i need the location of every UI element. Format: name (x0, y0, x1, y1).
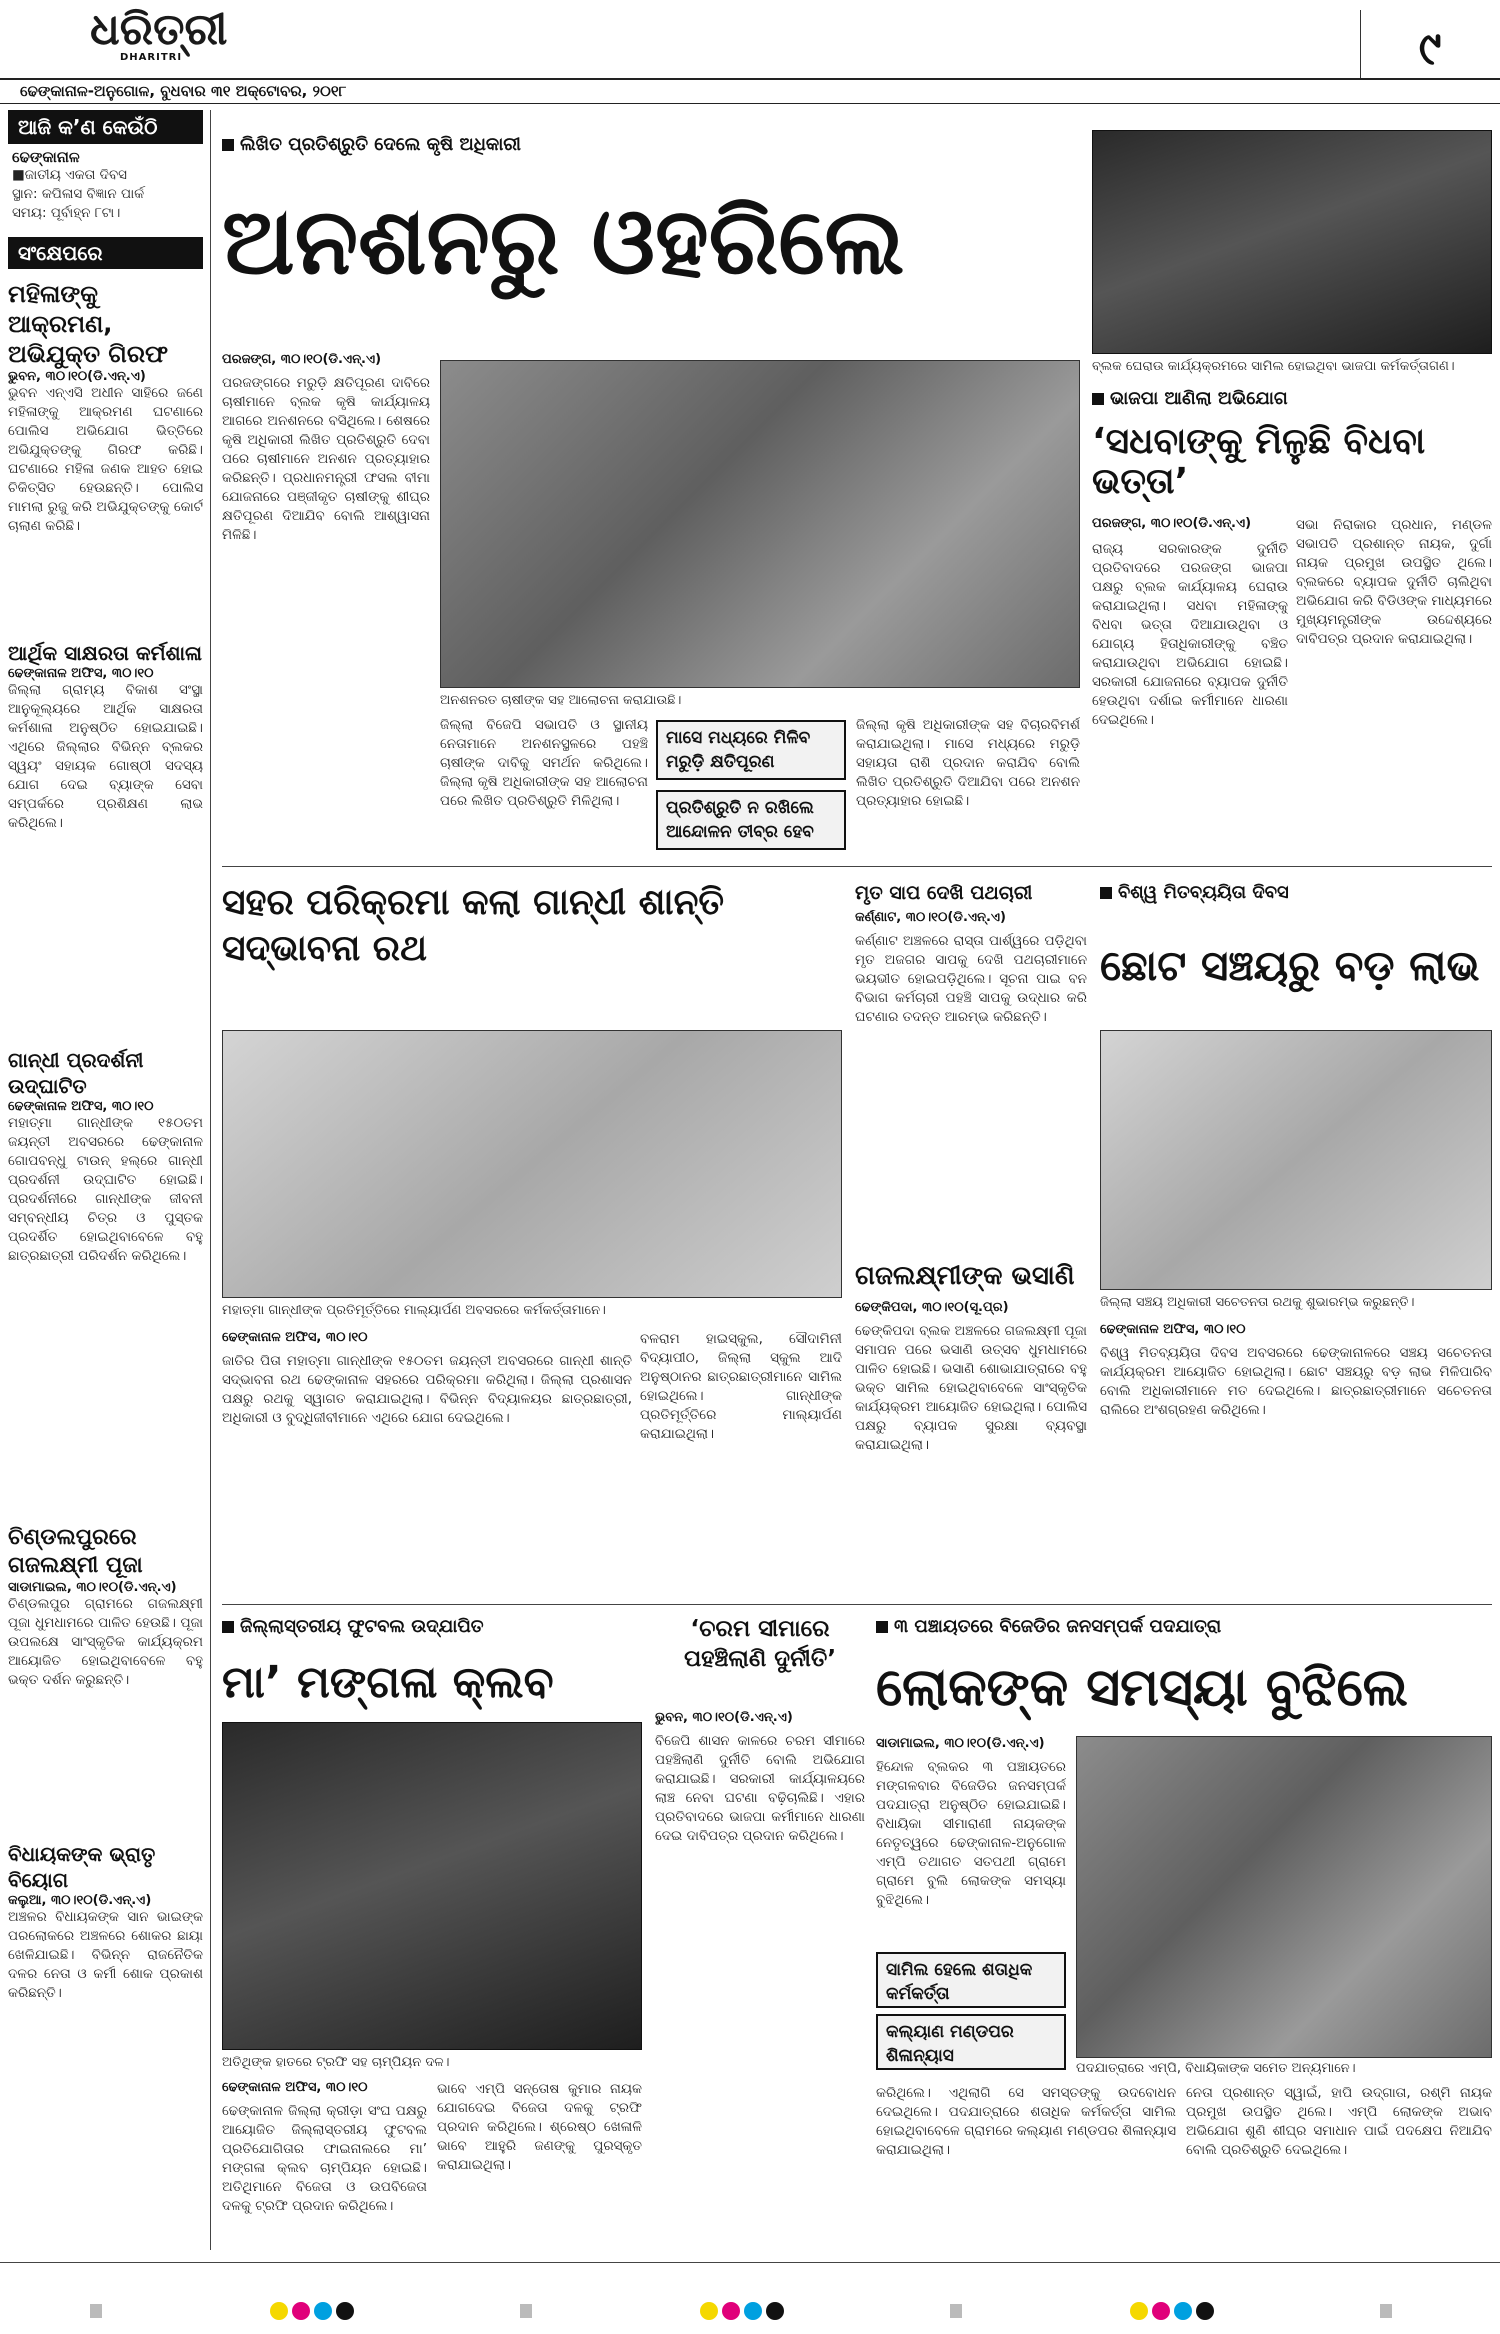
brief1-body: ଭୁବନ ଏନ୍‌ଏସି ଅଧୀନ ସାହିରେ ଜଣେ ମହିଳାଙ୍କୁ ଆକ୍ରମଣ ଘଟଣାରେ ପୋଲିସ ଅଭିଯୋଗ ଭିତ୍ତିରେ ଅଭିଯୁକ୍ତଙ୍କୁ ଗିରଫ କରିଛି। ଘଟଣାରେ ମହିଳା ଜଣକ ଆହତ ହୋଇ ଚିକିତ୍ସିତ ହେଉଛନ୍ତି। ପୋଲିସ ମାମଲା ରୁଜୁ କରି ଅଭିଯୁକ୍ତଙ୍କୁ କୋର୍ଟ ଚାଲାଣ କରିଛି। (8, 385, 203, 534)
story7-body-2: ଭାବେ ଏମ୍‌ପି ସନ୍ତୋଷ କୁମାର ନାୟକ ଯୋଗଦେଇ ବିଜେତା ଦଳକୁ ଟ୍ରଫି ପ୍ରଦାନ କରିଥିଲେ। ଶ୍ରେଷ୍ଠ ଖେଳାଳି ଭାବେ ଆହୁରି ଜଣଙ୍କୁ ପୁରସ୍କୃତ କରାଯାଇଥିଲା। (437, 2081, 642, 2173)
brief2-dateline: ଢେଙ୍କାନାଳ ଅଫିସ, ୩୦।୧୦ (8, 666, 154, 681)
story2-strap: ଭାଜପା ଆଣିଲା ଅଭିଯୋଗ (1092, 386, 1492, 414)
story6-strap: ବିଶ୍ୱ ମିତବ୍ୟୟିତା ଦିବସ (1100, 880, 1492, 908)
story1-body-3: ଜିଲ୍ଲା କୃଷି ଅଧିକାରୀଙ୍କ ସହ ବିଚାରବିମର୍ଶ କରାଯାଇଥିଲା। ମାସେ ମଧ୍ୟରେ ମରୁଡ଼ି ସହାୟତା ରାଶି ପ୍ରଦାନ କରାଯିବ ବୋଲି ଲିଖିତ ପ୍ରତିଶ୍ରୁତି ଦିଆଯିବା ପରେ ଅନଶନ ପ୍ରତ୍ୟାହାର ହୋଇଛି। (856, 717, 1080, 809)
story7-photo (222, 1722, 642, 2050)
brief3-title: ଗାନ୍ଧୀ ପ୍ରଦର୍ଶନୀ ଉଦ୍‌ଘାଟିତ (8, 1048, 144, 1098)
today-place: ଢେଙ୍କାନାଳ (12, 148, 80, 166)
left-column (8, 110, 203, 2250)
story7-dateline: ଢେଙ୍କାନାଳ ଅଫିସ, ୩୦।୧୦ (222, 2080, 368, 2095)
brief2-title: ଆର୍ଥିକ ସାକ୍ଷରତା କର୍ମଶାଳା (8, 641, 203, 665)
story9-strap: ୩ ପଞ୍ଚାୟତରେ ବିଜେଡିର ଜନସମ୍ପର୍କ ପଦଯାତ୍ରା (876, 1614, 1492, 1642)
today-line-2: ସ୍ଥାନ: କପିଳାସ ବିଜ୍ଞାନ ପାର୍କ (12, 186, 145, 202)
today-line-1: ■ଜାତୀୟ ଏକତା ଦିବସ (12, 167, 127, 183)
story5-headline: ଗଜଲକ୍ଷ୍ମୀଙ୍କ ଭସାଣି (855, 1261, 1075, 1291)
story8-dateline: ଭୁବନ, ୩୦।୧୦(ଡି.ଏନ୍.ଏ) (655, 1710, 793, 1725)
story1-photo (440, 360, 1080, 688)
story9-dateline: ସାଡାମାଇଲ, ୩୦।୧୦(ଡି.ଏନ୍.ଏ) (876, 1736, 1045, 1751)
brief1-dateline: ଭୁବନ, ୩୦।୧୦(ଡି.ଏନ୍.ଏ) (8, 369, 146, 384)
brief3-dateline: ଢେଙ୍କାନାଳ ଅଫିସ, ୩୦।୧୦ (8, 1099, 154, 1114)
reg-cmyk-3 (1130, 2302, 1230, 2322)
reg-cmyk-2 (700, 2302, 800, 2322)
brief4-dateline: ସାଡାମାଇଲ, ୩୦।୧୦(ଡି.ଏନ୍.ଏ) (8, 1580, 177, 1595)
story3-dateline: ଢେଙ୍କାନାଳ ଅଫିସ, ୩୦।୧୦ (222, 1330, 368, 1345)
story4-body: କର୍ଣ୍ଣାଟ ଅଞ୍ଚଳରେ ରାସ୍ତା ପାର୍ଶ୍ୱରେ ପଡ଼ିଥିବା ମୃତ ଅଜଗର ସାପକୁ ଦେଖି ପଥଚାରୀମାନେ ଭୟଭୀତ ହୋଇପଡ଼ିଥିଲେ। ସୂଚନା ପାଇ ବନ ବିଭାଗ କର୍ମଚାରୀ ପହଞ୍ଚି ସାପକୁ ଉଦ୍ଧାର କରି ଘଟଣାର ତଦନ୍ତ ଆରମ୍ଭ କରିଛନ୍ତି। (855, 933, 1087, 1025)
story7-caption: ଅତିଥିଙ୍କ ହାତରେ ଟ୍ରଫି ସହ ଚାମ୍ପିୟନ ଦଳ। (222, 2055, 450, 2070)
story1-pull-1: ମାସେ ମଧ୍ୟରେ ମିଳିବ ମରୁଡ଼ି କ୍ଷତିପୂରଣ (656, 720, 846, 780)
story8-body: ବିଜେପି ଶାସନ କାଳରେ ଚରମ ସୀମାରେ ପହଞ୍ଚିଲାଣି ଦୁର୍ନୀତି ବୋଲି ଅଭିଯୋଗ କରାଯାଇଛି। ସରକାରୀ କାର୍ଯ୍ୟାଳୟରେ ଲାଞ୍ଚ ନେବା ଘଟଣା ବଢ଼ିଚାଲିଛି। ଏହାର ପ୍ରତିବାଦରେ ଭାଜପା କର୍ମୀମାନେ ଧାରଣା ଦେଇ ଦାବିପତ୍ର ପ୍ରଦାନ କରିଥିଲେ। (655, 1733, 865, 1844)
today-line-3: ସମୟ: ପୂର୍ବାହ୍ନ ୮ଟା। (12, 205, 121, 221)
row-rule-2 (222, 1604, 1492, 1605)
story8-headline: ‘ଚରମ ସୀମାରେ ପହଞ୍ଚିଲାଣି ଦୁର୍ନୀତି’ (683, 1616, 837, 1672)
story9-pull-1: ସାମିଲ ହେଲେ ଶତାଧିକ କର୍ମକର୍ତ୍ତା (876, 1952, 1066, 2008)
story1-body-2: ଜିଲ୍ଲା ବିଜେପି ସଭାପତି ଓ ସ୍ଥାନୀୟ ନେତାମାନେ ଅନଶନସ୍ଥଳରେ ପହଞ୍ଚି ଚାଷୀଙ୍କ ଦାବିକୁ ସମର୍ଥନ କରିଥିଲେ। ଜିଲ୍ଲା କୃଷି ଅଧିକାରୀଙ୍କ ସହ ଆଲୋଚନା ପରେ ଲିଖିତ ପ୍ରତିଶ୍ରୁତି ମିଳିଥିଲା। (440, 717, 648, 809)
story2-dateline: ପରଜଙ୍ଗ, ୩୦।୧୦(ଡି.ଏନ୍.ଏ) (1092, 516, 1252, 531)
brief3-body: ମହାତ୍ମା ଗାନ୍ଧୀଙ୍କ ୧୫୦ତମ ଜୟନ୍ତୀ ଅବସରରେ ଢେଙ୍କାନାଳ ଗୋପବନ୍ଧୁ ଟାଉନ୍ ହଲ୍‌ରେ ଗାନ୍ଧୀ ପ୍ରଦର୍ଶନୀ ଉଦ୍‌ଘାଟିତ ହୋଇଛି। ପ୍ରଦର୍ଶନୀରେ ଗାନ୍ଧୀଙ୍କ ଜୀବନୀ ସମ୍ବନ୍ଧୀୟ ଚିତ୍ର ଓ ପୁସ୍ତକ ପ୍ରଦର୍ଶିତ ହୋଇଥିବାବେଳେ ବହୁ ଛାତ୍ରଛାତ୍ରୀ ପରିଦର୍ଶନ କରିଥିଲେ। (8, 1115, 203, 1264)
story1-body: ପରଜଙ୍ଗରେ ମରୁଡ଼ି କ୍ଷତିପୂରଣ ଦାବିରେ ଚାଷୀମାନେ ବ୍ଲକ କୃଷି କାର୍ଯ୍ୟାଳୟ ଆଗରେ ଅନଶନରେ ବସିଥିଲେ। ଶେଷରେ କୃଷି ଅଧିକାରୀ ଲିଖିତ ପ୍ରତିଶ୍ରୁତି ଦେବା ପରେ ଚାଷୀମାନେ ଅନଶନ ପ୍ରତ୍ୟାହାର କରିଛନ୍ତି। ପ୍ରଧାନମନ୍ତ୍ରୀ ଫସଲ ବୀମା ଯୋଜନାରେ ପଞ୍ଜୀକୃତ ଚାଷୀଙ୍କୁ ଶୀଘ୍ର କ୍ଷତିପୂରଣ ଦିଆଯିବ ବୋଲି ଆଶ୍ୱାସନା ମିଳିଛି। (222, 375, 430, 543)
story9-pull-2: କଲ୍ୟାଣ ମଣ୍ଡପର ଶିଳାନ୍ୟାସ (876, 2014, 1066, 2070)
story6-body: ବିଶ୍ୱ ମିତବ୍ୟୟିତା ଦିବସ ଅବସରରେ ଢେଙ୍କାନାଳରେ ସଞ୍ଚୟ ସଚେତନତା କାର୍ଯ୍ୟକ୍ରମ ଆୟୋଜିତ ହୋଇଥିଲା। ଛୋଟ ସଞ୍ଚୟରୁ ବଡ଼ ଲାଭ ମିଳିପାରିବ ବୋଲି ଅଧିକାରୀମାନେ ମତ ଦେଇଥିଲେ। ଛାତ୍ରଛାତ୍ରୀମାନେ ସଚେତନତା ରାଲିରେ ଅଂଶଗ୍ରହଣ କରିଥିଲେ। (1100, 1345, 1492, 1418)
reg-grey-2 (520, 2304, 532, 2318)
story3-photo (222, 1030, 842, 1298)
story2-body: ରାଜ୍ୟ ସରକାରଙ୍କ ଦୁର୍ନୀତି ପ୍ରତିବାଦରେ ପରଜଙ୍ଗ ଭାଜପା ପକ୍ଷରୁ ବ୍ଲକ କାର୍ଯ୍ୟାଳୟ ଘେରାଉ କରାଯାଇଥିଲା। ସଧବା ମହିଳାଙ୍କୁ ବିଧବା ଭତ୍ତା ଦିଆଯାଉଥିବା ଓ ଯୋଗ୍ୟ ହିତାଧିକାରୀଙ୍କୁ ବଞ୍ଚିତ କରାଯାଉଥିବା ଅଭିଯୋଗ ହୋଇଛି। ସରକାରୀ ଯୋଜନାରେ ବ୍ୟାପକ ଦୁର୍ନୀତି ହେଉଥିବା ଦର୍ଶାଇ କର୍ମୀମାନେ ଧାରଣା ଦେଇଥିଲେ। (1092, 541, 1288, 728)
page-number: ୯ (1418, 21, 1442, 75)
brief5-title: ବିଧାୟକଙ୍କ ଭ୍ରାତୃ ବିୟୋଗ (8, 1842, 156, 1892)
brief4-body: ଚିଣ୍ଡଲପୁର ଗ୍ରାମରେ ଗଜଲକ୍ଷ୍ମୀ ପୂଜା ଧୁମଧାମରେ ପାଳିତ ହେଉଛି। ପୂଜା ଉପଲକ୍ଷେ ସାଂସ୍କୃତିକ କାର୍ଯ୍ୟକ୍ରମ ଆୟୋଜିତ ହୋଇଥିବାବେଳେ ବହୁ ଭକ୍ତ ଦର୍ଶନ କରୁଛନ୍ତି। (8, 1596, 203, 1688)
reg-grey-3 (950, 2304, 962, 2318)
story6-caption: ଜିଲ୍ଲା ସଞ୍ଚୟ ଅଧିକାରୀ ସଚେତନତା ରଥକୁ ଶୁଭାରମ୍ଭ କରୁଛନ୍ତି। (1100, 1295, 1415, 1310)
registration-strip (0, 2300, 1500, 2324)
story1-caption: ଅନଶନରତ ଚାଷୀଙ୍କ ସହ ଆଲୋଚନା କରାଯାଉଛି। (440, 693, 682, 708)
story6-headline: ଛୋଟ ସଞ୍ଚୟରୁ ବଡ଼ ଲାଭ (1100, 941, 1480, 990)
story3-body-2: ବଳରାମ ହାଇସ୍କୁଲ, ସୌଦାମିନୀ ବିଦ୍ୟାପୀଠ, ଜିଲ୍ଲା ସ୍କୁଲ ଆଦି ଅନୁଷ୍ଠାନର ଛାତ୍ରଛାତ୍ରୀମାନେ ସାମିଲ ହୋଇଥିଲେ। ଗାନ୍ଧୀଙ୍କ ପ୍ରତିମୂର୍ତ୍ତିରେ ମାଲ୍ୟାର୍ପଣ କରାଯାଇଥିଲା। (640, 1331, 842, 1442)
story6-dateline: ଢେଙ୍କାନାଳ ଅଫିସ, ୩୦।୧୦ (1100, 1322, 1246, 1337)
story2-headline: ‘ସଧବାଙ୍କୁ ମିଳୁଛି ବିଧବା ଭତ୍ତା’ (1092, 422, 1426, 502)
story7-body: ଢେଙ୍କାନାଳ ଜିଲ୍ଲା କ୍ରୀଡ଼ା ସଂଘ ପକ୍ଷରୁ ଆୟୋଜିତ ଜିଲ୍ଲାସ୍ତରୀୟ ଫୁଟବଲ ପ୍ରତିଯୋଗିତାର ଫାଇନାଲରେ ମା’ ମଙ୍ଗଳା କ୍ଲବ ଚାମ୍ପିୟନ ହୋଇଛି। ଅତିଥିମାନେ ବିଜେତା ଓ ଉପବିଜେତା ଦଳକୁ ଟ୍ରଫି ପ୍ରଦାନ କରିଥିଲେ। (222, 2103, 427, 2214)
story1-dateline: ପରଜଙ୍ଗ, ୩୦।୧୦(ଡି.ଏନ୍.ଏ) (222, 352, 382, 367)
today-header: ଆଜି କ’ଣ କେଉଁଠି (8, 110, 203, 144)
brief5-body: ଅଞ୍ଚଳର ବିଧାୟକଙ୍କ ସାନ ଭାଇଙ୍କ ପରଲୋକରେ ଅଞ୍ଚଳରେ ଶୋକର ଛାୟା ଖେଳିଯାଇଛି। ବିଭିନ୍ନ ରାଜନୈତିକ ଦଳର ନେତା ଓ କର୍ମୀ ଶୋକ ପ୍ରକାଶ କରିଛନ୍ତି। (8, 1909, 203, 2001)
footer-rule (0, 2262, 1500, 2263)
brief4-title: ଚିଣ୍ଡଲପୁରରେ ଗଜଲକ୍ଷ୍ମୀ ପୂଜା (8, 1525, 143, 1578)
story9-body: ହିନ୍ଦୋଳ ବ୍ଲକର ୩ ପଞ୍ଚାୟତରେ ମଙ୍ଗଳବାର ବିଜେଡିର ଜନସମ୍ପର୍କ ପଦଯାତ୍ରା ଅନୁଷ୍ଠିତ ହୋଇଯାଇଛି। ବିଧାୟିକା ସୀମାରାଣୀ ନାୟକଙ୍କ ନେତୃତ୍ୱରେ ଢେଙ୍କାନାଳ-ଅନୁଗୋଳ ଏମ୍‌ପି ତଥାଗତ ସତପଥୀ ଗ୍ରାମେ ଗ୍ରାମେ ବୁଲି ଲୋକଙ୍କ ସମସ୍ୟା ବୁଝିଥିଲେ। (876, 1759, 1066, 1908)
story6-photo (1100, 1030, 1492, 1290)
story9-body-2: କରିଥିଲେ। ଏଥିଲାଗି ସେ ସମସ୍ତଙ୍କୁ ଉଦବୋଧନ ଦେଇଥିଲେ। ପଦଯାତ୍ରାରେ ଶତାଧିକ କର୍ମକର୍ତ୍ତା ସାମିଲ ହୋଇଥିବାବେଳେ ଗ୍ରାମରେ କଲ୍ୟାଣ ମଣ୍ଡପର ଶିଳାନ୍ୟାସ କରାଯାଇଥିଲା। (876, 2085, 1176, 2158)
story9-body-3: ନେତା ପ୍ରଶାନ୍ତ ସ୍ୱାଇଁ, ହାପି ଉଦ୍ଗାତା, ରଶ୍ମି ନାୟକ ପ୍ରମୁଖ ଉପସ୍ଥିତ ଥିଲେ। ଏମ୍‌ପି ଲୋକଙ୍କ ଅଭାବ ଅଭିଯୋଗ ଶୁଣି ଶୀଘ୍ର ସମାଧାନ ପାଇଁ ପଦକ୍ଷେପ ନିଆଯିବ ବୋଲି ପ୍ରତିଶ୍ରୁତି ଦେଇଥିଲେ। (1186, 2085, 1492, 2158)
reg-grey-1 (90, 2304, 102, 2318)
masthead-divider (1360, 10, 1361, 78)
story3-headline: ସହର ପରିକ୍ରମା କଲା ଗାନ୍ଧୀ ଶାନ୍ତି ସଦ୍‌ଭାବନା ରଥ (222, 882, 725, 969)
story1-strap: ଲିଖିତ ପ୍ରତିଶ୍ରୁତି ଦେଲେ କୃଷି ଅଧିକାରୀ (222, 132, 742, 160)
story7-headline: ମା’ ମଙ୍ଗଳା କ୍ଲବ (222, 1657, 554, 1708)
story4-dateline: କର୍ଣ୍ଣାଟ, ୩୦।୧୦(ଡି.ଏନ୍.ଏ) (855, 910, 1006, 925)
story2-caption: ବ୍ଲକ ଘେରାଉ କାର୍ଯ୍ୟକ୍ରମରେ ସାମିଲ ହୋଇଥିବା ଭାଜପା କର୍ମକର୍ତ୍ତାଗଣ। (1092, 359, 1455, 374)
story5-dateline: ଢେଙ୍କିପଦା, ୩୦।୧୦(ସୂ.ପ୍ର) (855, 1300, 1009, 1315)
story9-headline: ଲୋକଙ୍କ ସମସ୍ୟା ବୁଝିଲେ (876, 1658, 1408, 1718)
story7-strap: ଜିଲ୍ଲାସ୍ତରୀୟ ଫୁଟବଲ ଉଦ୍‌ଯାପିତ (222, 1614, 642, 1642)
masthead-dateline: ଢେଙ୍କାନାଳ-ଅନୁଗୋଳ, ବୁଧବାର ୩୧ ଅକ୍ଟୋବର, ୨୦୧୮ (20, 82, 347, 100)
brief-header: ସଂକ୍ଷେପରେ (8, 237, 203, 269)
brief5-dateline: କଲୁଆ, ୩୦।୧୦(ଡି.ଏନ୍.ଏ) (8, 1893, 152, 1908)
story1-pull-2: ପ୍ରତିଶ୍ରୁତି ନ ରଖିଲେ ଆନ୍ଦୋଳନ ତୀବ୍ର ହେବ (656, 790, 846, 850)
masthead-logo-sub: DHARITRI (120, 52, 183, 63)
story9-photo (1076, 1736, 1492, 2058)
reg-cmyk-1 (270, 2302, 370, 2322)
story2-body-2: ସଭା ନିରାକାର ପ୍ରଧାନ, ମଣ୍ଡଳ ସଭାପତି ପ୍ରଶାନ୍ତ ନାୟକ, ଦୁର୍ଗା ନାୟକ ପ୍ରମୁଖ ଉପସ୍ଥିତ ଥିଲେ। ବ୍ଲକରେ ବ୍ୟାପକ ଦୁର୍ନୀତି ଚାଲିଥିବା ଅଭିଯୋଗ କରି ବିଡିଓଙ୍କ ମାଧ୍ୟମରେ ମୁଖ୍ୟମନ୍ତ୍ରୀଙ୍କ ଉଦ୍ଦେଶ୍ୟରେ ଦାବିପତ୍ର ପ୍ରଦାନ କରାଯାଇଥିଲା। (1296, 517, 1492, 647)
row-rule-1 (222, 866, 1492, 867)
column-rule (210, 110, 211, 2250)
story3-body: ଜାତିର ପିତା ମହାତ୍ମା ଗାନ୍ଧୀଙ୍କ ୧୫୦ତମ ଜୟନ୍ତୀ ଅବସରରେ ଗାନ୍ଧୀ ଶାନ୍ତି ସଦ୍‌ଭାବନା ରଥ ଢେଙ୍କାନାଳ ସହରରେ ପରିକ୍ରମା କରିଥିଲା। ଜିଲ୍ଲା ପ୍ରଶାସନ ପକ୍ଷରୁ ରଥକୁ ସ୍ୱାଗତ କରାଯାଇଥିଲା। ବିଭିନ୍ନ ବିଦ୍ୟାଳୟର ଛାତ୍ରଛାତ୍ରୀ, ଅଧିକାରୀ ଓ ବୁଦ୍ଧିଜୀବୀମାନେ ଏଥିରେ ଯୋଗ ଦେଇଥିଲେ। (222, 1353, 632, 1426)
story4-headline: ମୃତ ସାପ ଦେଖି ପଥଚାରୀ (855, 882, 1033, 904)
story3-caption: ମହାତ୍ମା ଗାନ୍ଧୀଙ୍କ ପ୍ରତିମୂର୍ତ୍ତିରେ ମାଲ୍ୟାର୍ପଣ ଅବସରରେ କର୍ମକର୍ତ୍ତାମାନେ। (222, 1303, 606, 1318)
story2-photo (1092, 130, 1492, 354)
masthead-logo: ଧରିତ୍ରୀ (90, 5, 228, 55)
brief2-body: ଜିଲ୍ଲା ଗ୍ରାମ୍ୟ ବିକାଶ ସଂସ୍ଥା ଆନୁକୂଲ୍ୟରେ ଆର୍ଥିକ ସାକ୍ଷରତା କର୍ମଶାଳା ଅନୁଷ୍ଠିତ ହୋଇଯାଇଛି। ଏଥିରେ ଜିଲ୍ଲାର ବିଭିନ୍ନ ବ୍ଲକର ସ୍ୱୟଂ ସହାୟକ ଗୋଷ୍ଠୀ ସଦସ୍ୟ ଯୋଗ ଦେଇ ବ୍ୟାଙ୍କ ସେବା ସମ୍ପର୍କରେ ପ୍ରଶିକ୍ଷଣ ଲାଭ କରିଥିଲେ। (8, 682, 203, 831)
story1-headline: ଅନଶନରୁ ଓହରିଲେ (222, 188, 905, 295)
reg-grey-4 (1380, 2304, 1392, 2318)
brief1-title: ମହିଳାଙ୍କୁ ଆକ୍ରମଣ, ଅଭିଯୁକ୍ତ ଗିରଫ (8, 280, 169, 368)
story9-caption: ପଦଯାତ୍ରାରେ ଏମ୍‌ପି, ବିଧାୟିକାଙ୍କ ସମେତ ଅନ୍ୟମାନେ। (1076, 2061, 1356, 2076)
story5-body: ଢେଙ୍କିପଦା ବ୍ଲକ ଅଞ୍ଚଳରେ ଗଜଲକ୍ଷ୍ମୀ ପୂଜା ସମାପନ ପରେ ଭସାଣି ଉତ୍ସବ ଧୁମଧାମରେ ପାଳିତ ହୋଇଛି। ଭସାଣି ଶୋଭାଯାତ୍ରାରେ ବହୁ ଭକ୍ତ ସାମିଲ ହୋଇଥିବାବେଳେ ସାଂସ୍କୃତିକ କାର୍ଯ୍ୟକ୍ରମ ଆୟୋଜିତ ହୋଇଥିଲା। ପୋଲିସ ପକ୍ଷରୁ ବ୍ୟାପକ ସୁରକ୍ଷା ବ୍ୟବସ୍ଥା କରାଯାଇଥିଲା। (855, 1323, 1087, 1453)
